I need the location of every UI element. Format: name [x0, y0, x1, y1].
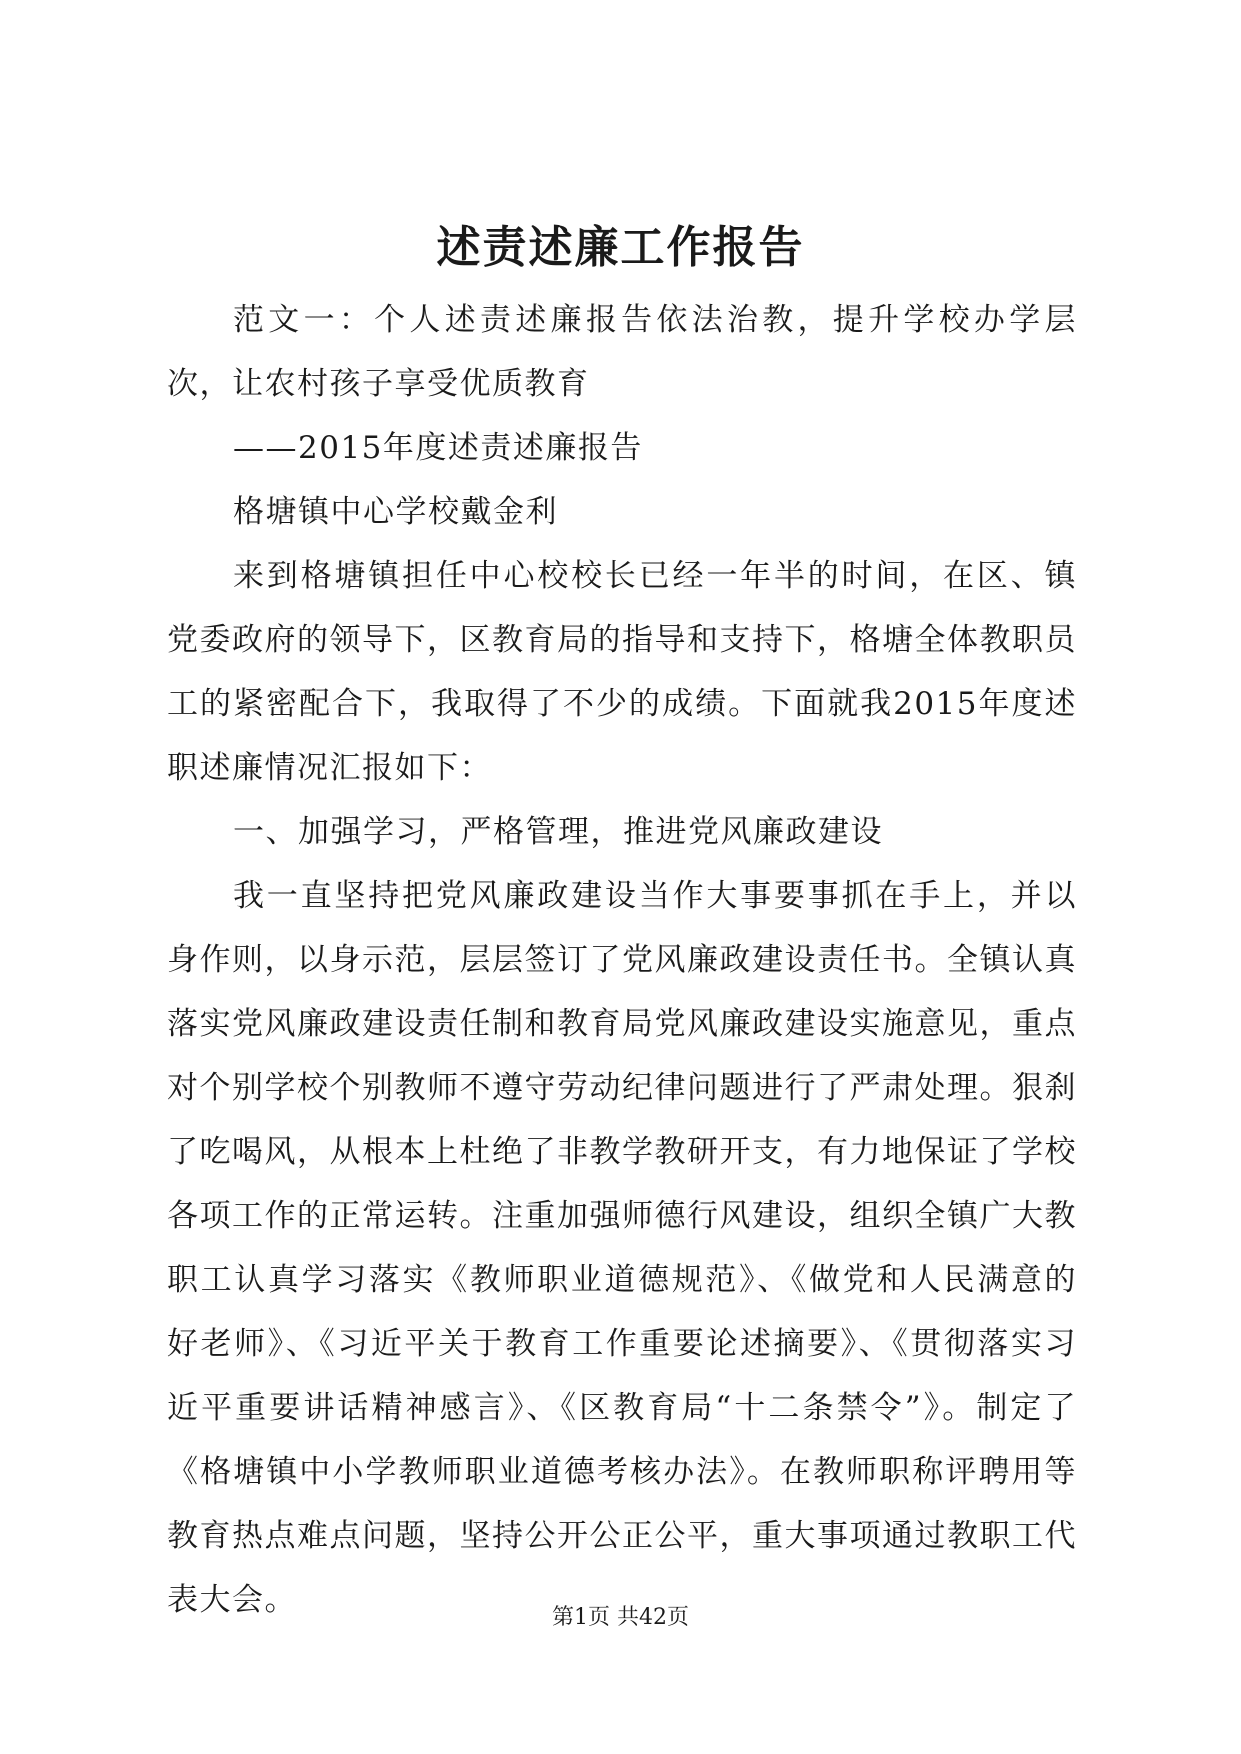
- document-body: [167, 288, 1077, 1632]
- paragraph-opening: 来到格塘镇担任中心校校长已经一年半的时间，在区、镇党委政府的领导下，区教育局的指导和支持下，格塘全体教职员工的紧密配合下，我取得了不少的成绩。下面就我2015年度述职述廉情况汇报如下：: [167, 558, 1077, 786]
- document-title: 述责述廉工作报告: [436, 222, 805, 273]
- paragraph-heading-intro: 范文一：个人述责述廉报告依法治教，提升学校办学层次，让农村孩子享受优质教育: [167, 302, 1077, 402]
- paragraph-author: 格塘镇中心学校戴金利: [233, 494, 558, 530]
- page-footer: 第1页 共42页: [552, 1605, 689, 1630]
- paragraph-section-body: 我一直坚持把党风廉政建设当作大事要事抓在手上，并以身作则，以身示范，层层签订了党风廉政建设责任书。全镇认真落实党风廉政建设责任制和教育局党风廉政建设实施意见，重点对个别学校个别教师不遵守劳动纪律问题进行了严肃处理。狠刹了吃喝风，从根本上杜绝了非教学教研开支，有力地保证了学校各项工作的正常运转。注重加强师德行风建设，组织全镇广大教职工认真学习落实《教师职业道德规范》、《做党和人民满意的好老师》、《习近平关于教育工作重要论述摘要》、《贯彻落实习近平重要讲话精神感言》、《区教育局“十二条禁令”》。制定了《格塘镇中小学教师职业道德考核办法》。在教师职称评聘用等教育热点难点问题，坚持公开公正公平，重大事项通过教职工代表大会。: [167, 878, 1077, 1618]
- paragraph-section-heading: 一、加强学习，严格管理，推进党风廉政建设: [233, 814, 883, 850]
- paragraph-subtitle: ——2015年度述责述廉报告: [233, 430, 643, 466]
